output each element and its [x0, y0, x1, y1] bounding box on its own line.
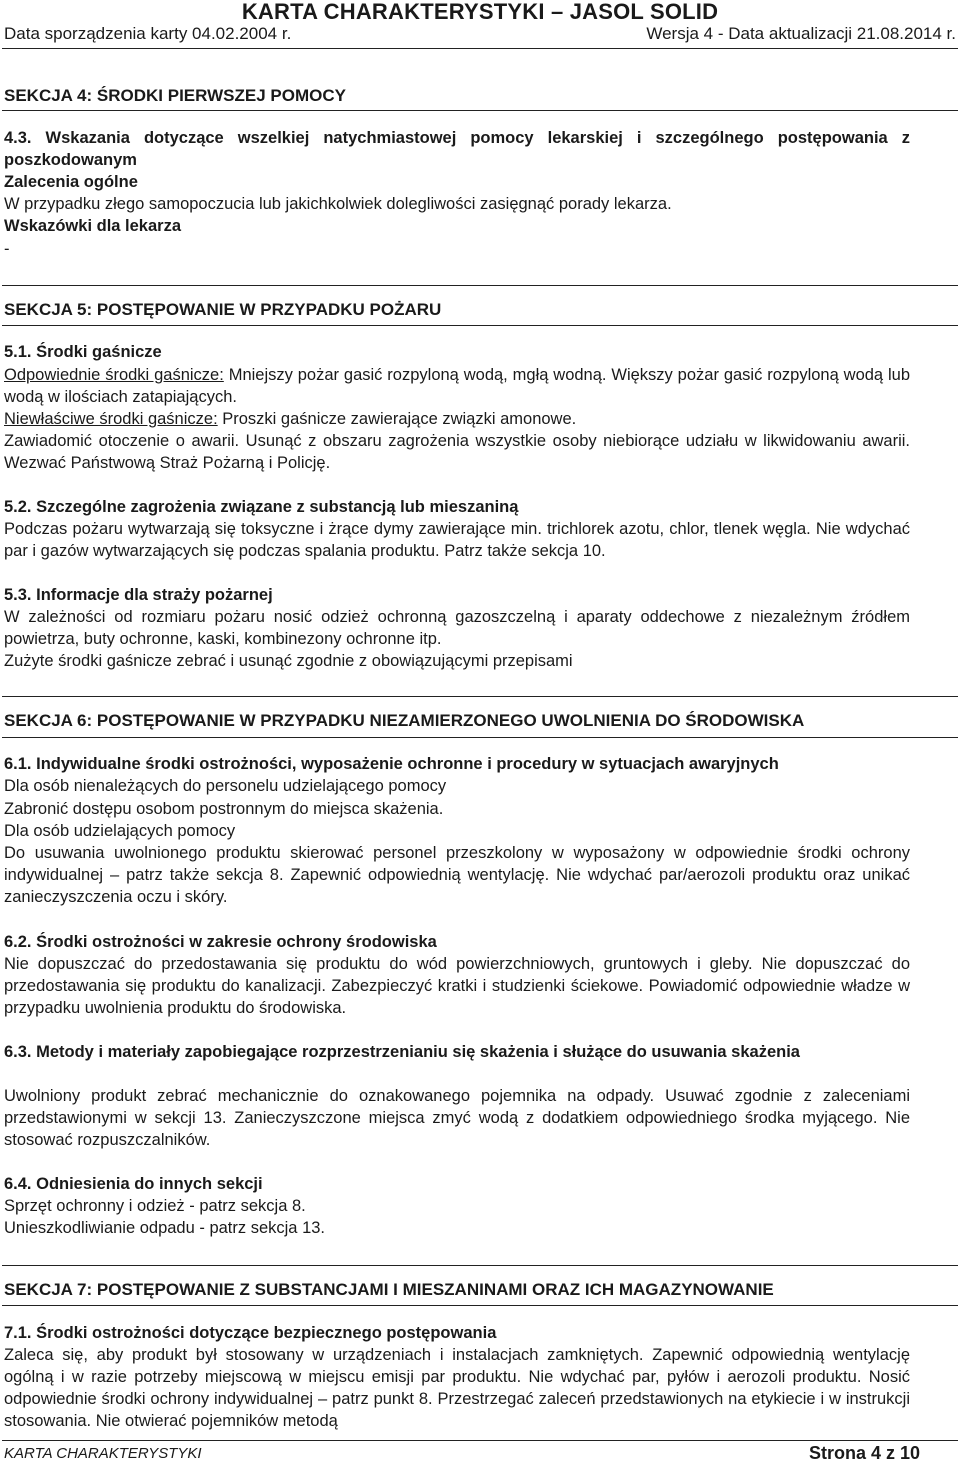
section-7-heading: SEKCJA 7: POSTĘPOWANIE Z SUBSTANCJAMI I MIESZANINAMI ORAZ ICH MAGAZYNOWANIE: [4, 1280, 774, 1299]
general-recommendations-heading: Zalecenia ogólne: [4, 173, 138, 191]
version-info: Wersja 4 - Data aktualizacji 21.08.2014 r.: [646, 24, 956, 43]
emergency-responders-heading: Dla osób udzielających pomocy: [4, 822, 236, 840]
notify-surroundings-text: Zawiadomić otoczenie o awarii. Usunąć z obszaru zagrożenia wszystkie osoby niebiorące udziału w likwidowaniu awarii. Wezwać Państwową Straż Pożarną i Policję.: [4, 432, 910, 472]
subsection-7-1-heading: 7.1. Środki ostrożności dotyczące bezpiecznego postępowania: [4, 1324, 497, 1342]
subsection-6-2-heading: 6.2. Środki ostrożności w zakresie ochrony środowiska: [4, 933, 437, 951]
section-5-heading: SEKCJA 5: POSTĘPOWANIE W PRZYPADKU POŻARU: [4, 300, 442, 319]
subsection-5-3-text: W zależności od rozmiaru pożaru nosić odzież ochronną gazoszczelną i aparaty oddechowe z niezależnym źródłem powietrza, buty ochronne, kaski, kombinezony ochronne itp.: [4, 608, 910, 648]
subsection-6-4-line-2: Unieszkodliwianie odpadu - patrz sekcja 13.: [4, 1219, 326, 1237]
subsection-6-4-line-1: Sprzęt ochronny i odzież - patrz sekcja 8.: [4, 1197, 306, 1215]
subsection-4-3-heading: 4.3. Wskazania dotyczące wszelkiej natychmiastowej pomocy lekarskiej i szczególnego postępowania z poszkodowanym: [4, 129, 910, 169]
suitable-extinguishing-media: [4, 364, 910, 408]
section-6-divider: [2, 737, 958, 738]
footer-divider: [2, 1440, 958, 1441]
footer-document-type: KARTA CHARAKTERYSTYKI: [4, 1445, 202, 1462]
subsection-7-1-text: Zaleca się, aby produkt był stosowany w urządzeniach i instalacjach zamkniętych. Zapewnić odpowiednią wentylację ogólną i w razie potrzeby miejscową w miejscu emisji par produktu. Nie wdychać par, pyłów i aerozoli produktu. Nosić odpowiednie środki ochrony indywidualnej – patrz punkt 8. Przestrzegać zaleceń przedstawionych na etykiecie i w instrukcji stosowania. Nie otwierać pojemników metodą: [4, 1346, 910, 1430]
doctor-notes-heading: Wskazówki dla lekarza: [4, 217, 181, 235]
section-6-top-divider: [2, 696, 958, 697]
subsection-6-4-heading: 6.4. Odniesienia do innych sekcji: [4, 1175, 263, 1193]
section-6-heading: SEKCJA 6: POSTĘPOWANIE W PRZYPADKU NIEZAMIERZONEGO UWOLNIENIA DO ŚRODOWISKA: [4, 711, 805, 730]
unsuitable-extinguishing-media: [4, 408, 910, 430]
subsection-5-2-text: Podczas pożaru wytwarzają się toksyczne i żrące dymy zawierające min. trichlorek azotu, chlor, tlenek węgla. Nie wdychać par i gazów wytwarzających się podczas spalania produktu. Patrz także sekcja 10.: [4, 520, 910, 560]
subsection-6-3-heading: 6.3. Metody i materiały zapobiegające rozprzestrzenianiu się skażenia i służące do usuwania skażenia: [4, 1043, 800, 1061]
non-emergency-personnel-text: Zabronić dostępu osobom postronnym do miejsca skażenia.: [4, 800, 444, 818]
suitable-media-label: Odpowiednie środki gaśnicze:: [4, 366, 224, 384]
doctor-notes-text: -: [4, 240, 10, 258]
unsuitable-media-label: Niewłaściwe środki gaśnicze:: [4, 410, 218, 428]
emergency-responders-text: Do usuwania uwolnionego produktu skierować personel przeszkolony w wyposażony w odpowiednie środki ochrony indywidualnej – patrz także sekcja 8. Zapewnić odpowiednią wentylację. Nie wdychać par/aerozoli produktu oraz unikać zanieczyszczenia oczu i skóry.: [4, 844, 910, 906]
section-7-top-divider: [2, 1265, 958, 1266]
header-divider: [2, 48, 958, 49]
creation-date: Data sporządzenia karty 04.02.2004 r.: [4, 24, 292, 43]
section-5-top-divider: [2, 285, 958, 286]
section-5-divider: [2, 325, 958, 326]
section-4-heading: SEKCJA 4: ŚRODKI PIERWSZEJ POMOCY: [4, 86, 346, 105]
section-4-divider: [2, 110, 958, 111]
subsection-5-2-heading: 5.2. Szczególne zagrożenia związane z substancją lub mieszaniną: [4, 498, 519, 516]
subsection-6-1-heading: 6.1. Indywidualne środki ostrożności, wyposażenie ochronne i procedury w sytuacjach awaryjnych: [4, 755, 779, 773]
unsuitable-media-text: Proszki gaśnicze zawierające związki amonowe.: [217, 410, 577, 428]
document-title: KARTA CHARAKTERYSTYKI – JASOL SOLID: [241, 0, 719, 24]
subsection-5-3-text-2: Zużyte środki gaśnicze zebrać i usunąć zgodnie z obowiązującymi przepisami: [4, 652, 573, 670]
subsection-6-3-text: Uwolniony produkt zebrać mechanicznie do oznakowanego pojemnika na odpady. Usuwać zgodnie z zaleceniami przedstawionymi w sekcji 13. Zanieczyszczone miejsca zmyć wodą z dodatkiem odpowiedniego środka myjącego. Nie stosować rozpuszczalników.: [4, 1087, 910, 1149]
suitable-media-text: Mniejszy pożar gasić rozpyloną wodą, mgłą wodną. Większy pożar gasić rozpyloną wodą lub wodą w ilościach zatapiających.: [4, 366, 910, 406]
non-emergency-personnel-heading: Dla osób nienależących do personelu udzielającego pomocy: [4, 777, 447, 795]
page-number: Strona 4 z 10: [808, 1443, 920, 1463]
subsection-5-1-heading: 5.1. Środki gaśnicze: [4, 343, 162, 361]
subsection-6-2-text: Nie dopuszczać do przedostawania się produktu do wód powierzchniowych, gruntowych i gleby. Nie dopuszczać do przedostawania się produktu do kanalizacji. Zabezpieczyć kratki i studzienki ściekowe. Powiadomić odpowiednie władze w przypadku uwolnienia produktu do środowiska.: [4, 955, 910, 1017]
subsection-5-3-heading: 5.3. Informacje dla straży pożarnej: [4, 586, 273, 604]
section-7-divider: [2, 1305, 958, 1306]
general-recommendations-text: W przypadku złego samopoczucia lub jakichkolwiek dolegliwości zasięgnąć porady lekarza.: [4, 195, 672, 213]
